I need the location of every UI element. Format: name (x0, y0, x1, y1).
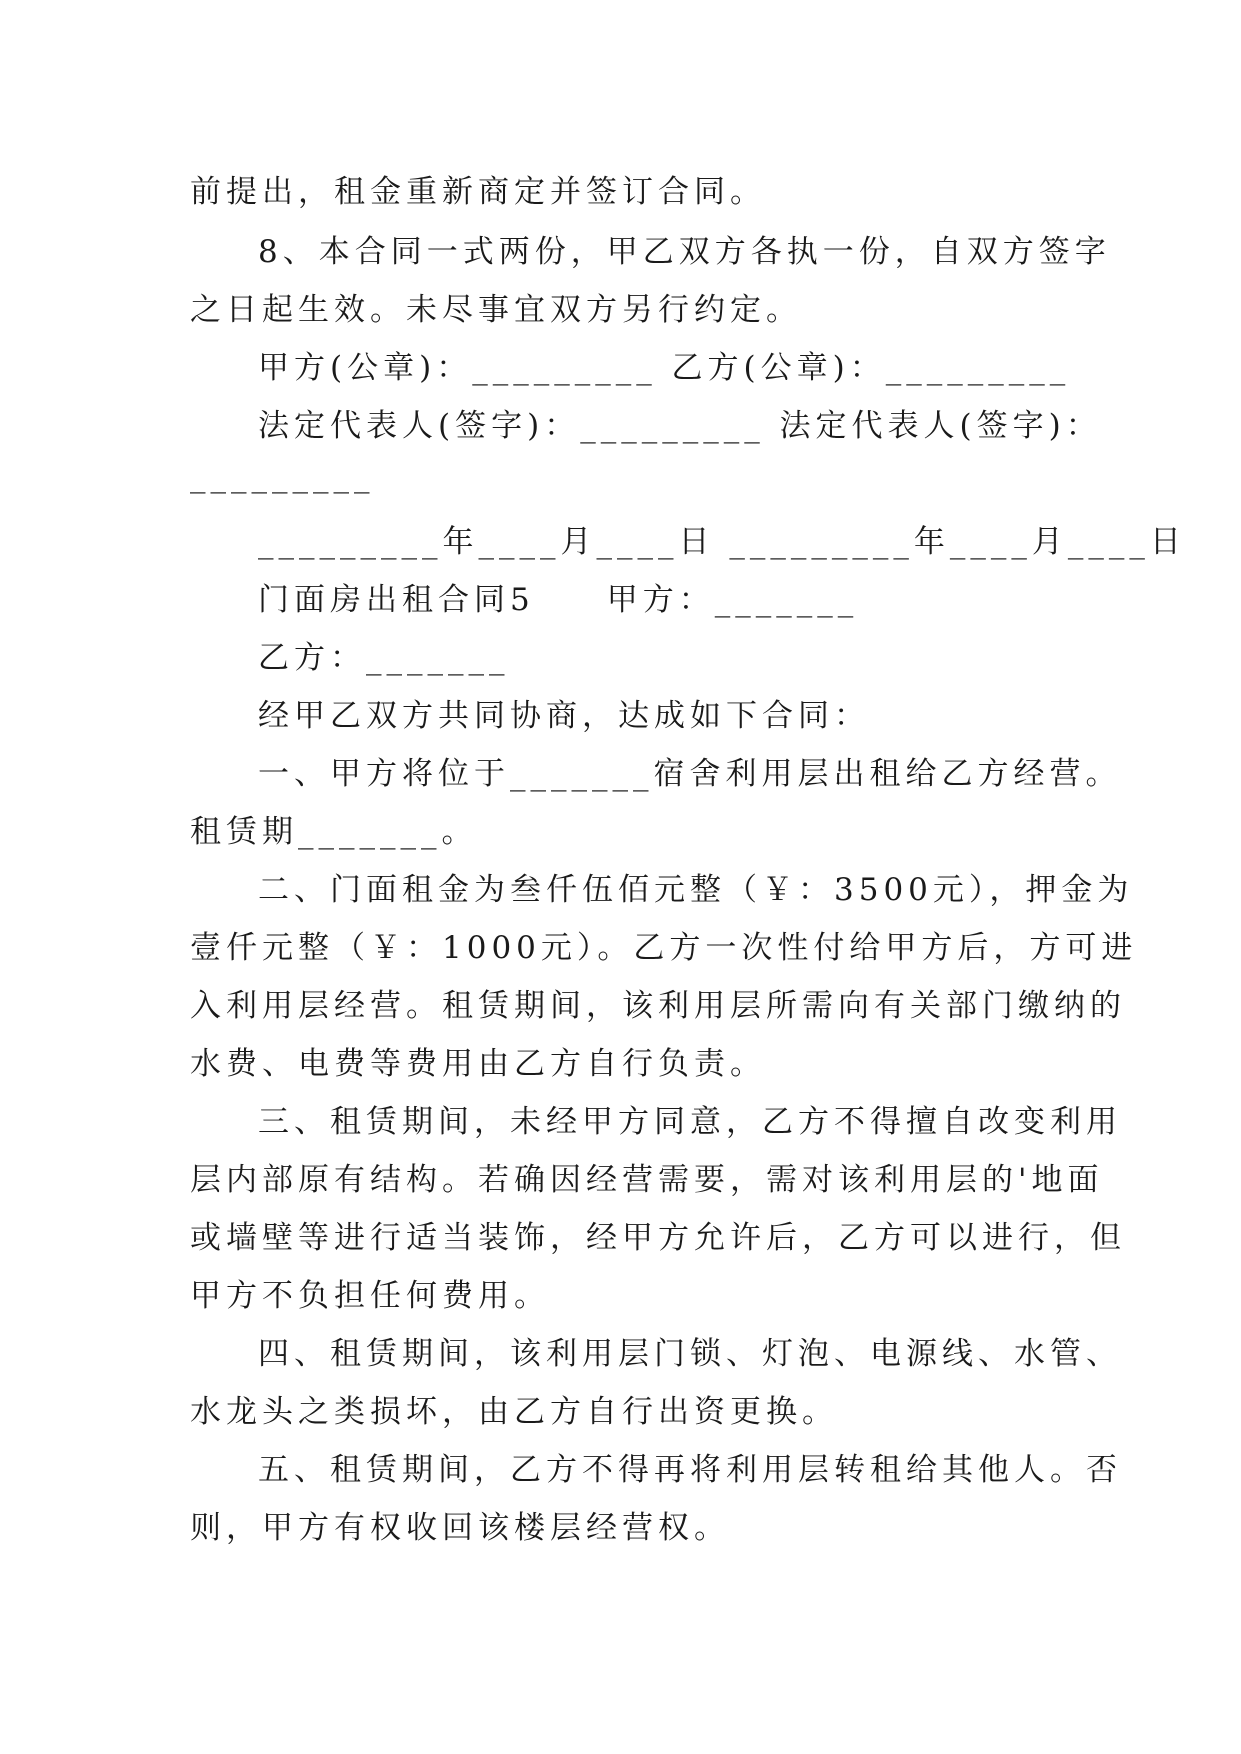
clause-2: 二、门面租金为叁仟伍佰元整（￥：3500元），押金为 (258, 872, 1134, 908)
party-b-line: 乙方：_______ (258, 640, 510, 676)
text-line: 甲方不负担任何费用。 (190, 1278, 550, 1314)
text-line: 之日起生效。未尽事宜双方另行约定。 (190, 292, 802, 328)
text-line: 水龙头之类损坏，由乙方自行出资更换。 (190, 1394, 838, 1430)
contract-title: 门面房出租合同5 甲方：_______ (258, 582, 859, 618)
text-line: 经甲乙双方共同协商，达成如下合同： (258, 698, 870, 734)
text-line: 前提出，租金重新商定并签订合同。 (190, 174, 766, 210)
clause-8: 8、本合同一式两份，甲乙双方各执一份，自双方签字 (258, 234, 1111, 270)
text-line: 则，甲方有权收回该楼层经营权。 (190, 1510, 730, 1546)
clause-4: 四、租赁期间，该利用层门锁、灯泡、电源线、水管、 (258, 1336, 1122, 1372)
text-line: 租赁期_______。 (190, 814, 478, 850)
text-line: 层内部原有结构。若确因经营需要，需对该利用层的'地面 (190, 1162, 1104, 1198)
seal-line: 甲方(公章)：_________ 乙方(公章)：_________ (258, 350, 1071, 386)
text-line: 入利用层经营。租赁期间，该利用层所需向有关部门缴纳的 (190, 988, 1126, 1024)
clause-5: 五、租赁期间，乙方不得再将利用层转租给其他人。否 (258, 1452, 1122, 1488)
signature-line: 法定代表人(签字)：_________ 法定代表人(签字)： (258, 408, 1102, 444)
clause-3: 三、租赁期间，未经甲方同意，乙方不得擅自改变利用 (258, 1104, 1122, 1140)
date-line: _________年____月____日 _________年____月____日 (258, 524, 1186, 560)
clause-1: 一、甲方将位于_______宿舍利用层出租给乙方经营。 (258, 756, 1122, 792)
text-line: 水费、电费等费用由乙方自行负责。 (190, 1046, 766, 1082)
text-line: 或墙壁等进行适当装饰，经甲方允许后，乙方可以进行，但 (190, 1220, 1126, 1256)
text-line: 壹仟元整（￥：1000元）。乙方一次性付给甲方后，方可进 (190, 930, 1138, 966)
signature-blank: _________ (190, 458, 375, 494)
